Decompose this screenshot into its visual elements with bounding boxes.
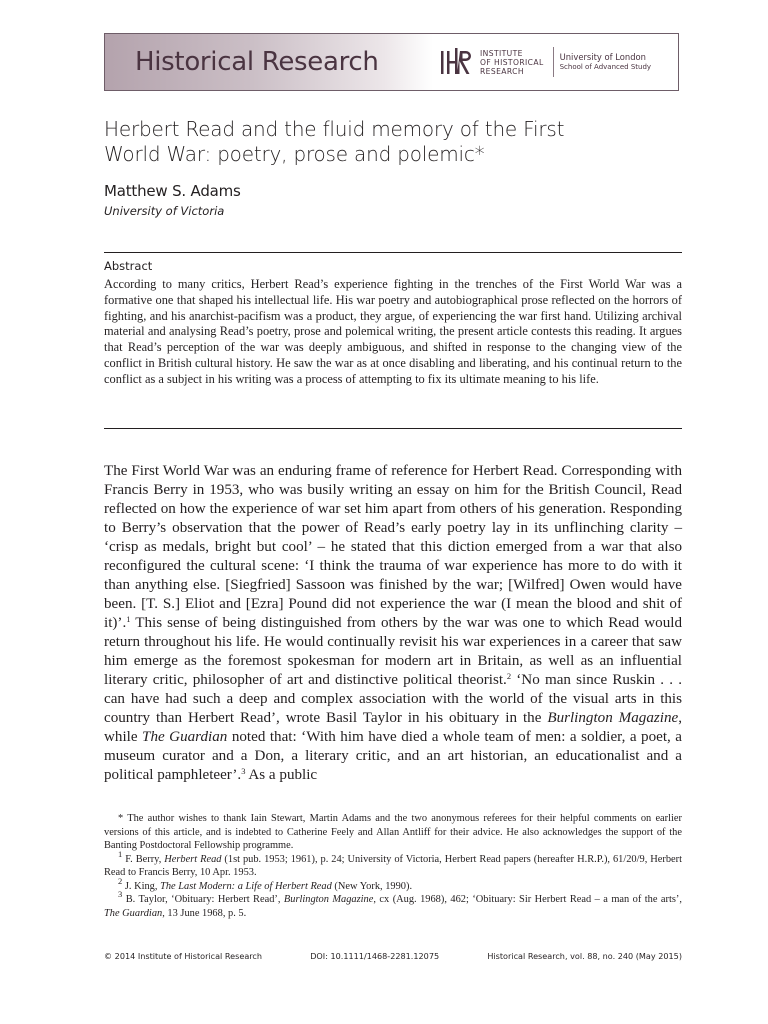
body-text-2: This sense of being distinguished from others by the war was one to which Read would return throughout his life. He would continually revisit his war experiences in a career that saw him emerge as the foremost spokesman for modern art in Britain, as well as an influential literary critic, philosopher of art and distinctive political theorist. bbox=[104, 615, 682, 688]
footnote-1-italic: Herbert Read bbox=[164, 853, 222, 865]
footnote-3-italic-2: The Guardian bbox=[104, 907, 163, 919]
footnote-ref-1[interactable]: 1 bbox=[126, 614, 131, 624]
footnote-3-text-b: , cx (Aug. 1968), 462; ‘Obituary: Sir Herbert Read – a man of the arts’, bbox=[373, 894, 682, 905]
footnote-star-mark: * bbox=[118, 813, 124, 824]
footnotes bbox=[104, 812, 682, 920]
footnote-star-text: The author wishes to thank Iain Stewart, Martin Adams and the two anonymous referees for their helpful comments on earlier versions of this article, and is indebted to Catherine Feely and Allan Antliff for their advice. He also acknowledges the support of the Banting Postdoctoral Fellowship programme. bbox=[104, 813, 682, 851]
body-text-4: , while bbox=[104, 710, 682, 745]
article-title bbox=[104, 117, 664, 167]
body-italic-burlington: Burlington Magazine bbox=[547, 710, 679, 726]
footnote-1-text-a: F. Berry, bbox=[125, 853, 165, 865]
footnote-3-text-a: B. Taylor, ‘Obituary: Herbert Read’, bbox=[125, 894, 284, 905]
footnote-2-number: 2 bbox=[118, 875, 123, 886]
footnote-2-italic: The Last Modern: a Life of Herbert Read bbox=[160, 880, 332, 892]
abstract-top-rule bbox=[104, 252, 682, 253]
footnote-ref-2[interactable]: 2 bbox=[506, 671, 512, 681]
footnote-3 bbox=[104, 889, 682, 920]
abstract-text: According to many critics, Herbert Read’s experience fighting in the trenches of the First World War was a formative one that shaped his intellectual life. His war poetry and autobiographical prose reflected on the horrors of fighting, and his anarchist-pacifism was a product, they argue, of experiencing the war first hand. Utilizing archival material and analysing Read’s poetry, prose and polemical writing, the present article contests this reading. It argues that Read’s perception of the war was deeply ambiguous, and shifted in response to the changing view of the conflict in British cultural history. He saw the war as at once disabling and liberating, and his continual return to the conflict as a subject in his writing was a process of attempting to fix its ultimate meaning to his life. bbox=[104, 277, 682, 386]
logo-divider bbox=[553, 47, 554, 77]
journal-title-block bbox=[105, 34, 433, 90]
footnote-1-text-b: (1st pub. 1953; 1961), p. 24; University of Victoria, Herbert Read papers (hereafter H.R.P.), 61/20/9, Herbert Read to Francis Berry, 10 Apr. 1953. bbox=[104, 853, 682, 878]
body-text-6: As a public bbox=[245, 767, 318, 783]
page-footer bbox=[104, 951, 682, 961]
body-paragraph bbox=[104, 462, 682, 785]
abstract-bottom-rule bbox=[104, 428, 682, 429]
university-name bbox=[560, 52, 651, 72]
institute-line-2: OF HISTORICAL bbox=[480, 57, 544, 67]
ihr-logo-icon bbox=[439, 44, 475, 80]
author-affiliation: University of Victoria bbox=[104, 204, 225, 218]
footnote-1-number: 1 bbox=[118, 848, 123, 859]
footnote-3-text-c: , 13 June 1968, p. 5. bbox=[162, 907, 247, 919]
footnote-2-text-b: (New York, 1990). bbox=[331, 880, 413, 892]
footnote-2-text-a: J. King, bbox=[124, 880, 161, 892]
abstract-heading: Abstract bbox=[104, 259, 153, 273]
body-text-5: noted that: ‘With him have died a whole team of men: a soldier, a poet, a museum curator and a Don, a literary critic, and an art historian, an educationalist and a political pamphleteer’. bbox=[104, 729, 683, 783]
institute-name bbox=[480, 49, 544, 76]
footnote-2 bbox=[104, 875, 682, 894]
footer-doi[interactable]: DOI: 10.1111/1468-2281.12075 bbox=[310, 951, 440, 961]
body-italic-guardian: The Guardian bbox=[142, 729, 228, 745]
footnote-3-number: 3 bbox=[118, 889, 123, 899]
journal-banner bbox=[104, 33, 679, 91]
footer-copyright: © 2014 Institute of Historical Research bbox=[104, 951, 263, 961]
title-line-2: World War: poetry, prose and polemic* bbox=[104, 142, 485, 166]
footnote-ref-3[interactable]: 3 bbox=[241, 766, 246, 776]
school-label: School of Advanced Study bbox=[559, 63, 652, 71]
university-label: University of London bbox=[559, 52, 646, 62]
publisher-logos bbox=[433, 34, 678, 90]
institute-line-1: INSTITUTE bbox=[480, 48, 523, 58]
journal-title: Historical Research bbox=[135, 47, 379, 77]
footnote-3-italic-1: Burlington Magazine bbox=[283, 894, 374, 905]
author-name: Matthew S. Adams bbox=[104, 182, 241, 200]
body-text-3: ‘No man since Ruskin . . . can have had such a deep and complex association with the world of the visual arts in this country than Herbert Read’, wrote Basil Taylor in his obituary in the bbox=[104, 672, 683, 726]
footnote-1 bbox=[104, 848, 682, 880]
title-line-1: Herbert Read and the fluid memory of the First bbox=[104, 117, 565, 141]
footnote-star bbox=[104, 812, 682, 853]
body-text-1: The First World War was an enduring frame of reference for Herbert Read. Corresponding with Francis Berry in 1953, who was busily writing an essay on him for the British Council, Read reflected on how the experience of war set him apart from others of his generation. Responding to Berry’s observation that the power of Read’s early poetry lay in its unflinching clarity – ‘crisp as medals, bright but cool’ – he stated that this diction emerged from a war that also reconfigured the cultural scene: ‘I think the trauma of war experience has more to do with it than anything else. [Siegfried] Sassoon was finished by the war; [Wilfred] Owen would have been. [T. S.] Eliot and [Ezra] Pound did not experience the war (I mean the blood and shit of it)’. bbox=[104, 463, 682, 631]
institute-line-3: RESEARCH bbox=[480, 66, 524, 76]
footer-citation: Historical Research, vol. 88, no. 240 (May 2015) bbox=[487, 951, 682, 961]
